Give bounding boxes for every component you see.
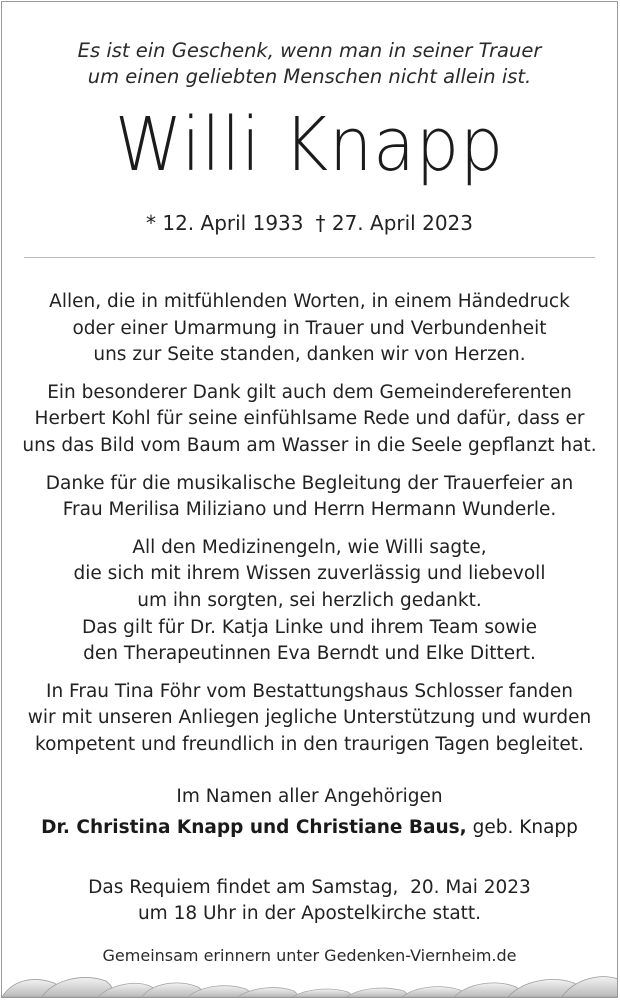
paragraph-thanks-music bbox=[16, 471, 603, 524]
signatory-suffix: geb. Knapp bbox=[472, 817, 578, 838]
text-line: uns das Bild vom Baum am Wasser in die Seele gepflanzt hat. bbox=[22, 434, 597, 456]
text-line: Herbert Kohl für seine einfühlsame Rede und dafür, dass er bbox=[34, 408, 585, 430]
text-line: die sich mit ihrem Wissen zuverlässig und liebevoll bbox=[73, 563, 546, 585]
requiem-notice bbox=[2, 875, 617, 927]
text-line: All den Medizinengeln, wie Willi sagte, bbox=[132, 536, 487, 558]
text-line: Frau Merilisa Miliziano und Herrn Hermann Wunderle. bbox=[62, 499, 557, 521]
birth-date: * 12. April 1933 bbox=[146, 211, 304, 235]
text-line: In Frau Tina Föhr vom Bestattungshaus Schlosser fanden bbox=[45, 680, 573, 702]
text-line: Ein besonderer Dank gilt auch dem Gemeindereferenten bbox=[47, 381, 572, 403]
text-line: oder einer Umarmung in Trauer und Verbundenheit bbox=[72, 317, 547, 339]
text-line: um ihn sorgten, sei herzlich gedankt. bbox=[137, 589, 482, 611]
paragraph-thanks-funeral-home bbox=[16, 679, 603, 759]
paragraph-thanks-all bbox=[16, 289, 603, 369]
text-line: Das gilt für Dr. Katja Linke und ihrem Team sowie bbox=[82, 616, 537, 638]
opening-quote bbox=[2, 38, 617, 90]
text-line: wir mit unseren Anliegen jegliche Unterstützung und wurden bbox=[27, 707, 592, 729]
text-line: Danke für die musikalische Begleitung der Trauerfeier an bbox=[45, 472, 574, 494]
divider-line bbox=[24, 257, 595, 258]
paragraph-thanks-medical bbox=[16, 535, 603, 668]
text-line: uns zur Seite standen, danken wir von Herzen. bbox=[93, 344, 526, 366]
signature-intro: Im Namen aller Angehörigen bbox=[176, 786, 443, 807]
requiem-line-2: um 18 Uhr in der Apostelkirche statt. bbox=[137, 903, 482, 924]
deceased-name: Willi Knapp bbox=[114, 102, 505, 188]
obituary-card bbox=[1, 1, 618, 998]
thanks-text bbox=[16, 289, 603, 770]
life-dates bbox=[2, 210, 617, 236]
text-line: kompetent und freundlich in den traurigen Tagen begleitet. bbox=[35, 733, 584, 755]
rose-petals-decoration bbox=[2, 957, 618, 997]
text-line: Allen, die in mitfühlenden Worten, in einem Händedruck bbox=[49, 291, 570, 312]
quote-line-2: um einen geliebten Menschen nicht allein ist. bbox=[87, 65, 532, 88]
death-date: † 27. April 2023 bbox=[315, 211, 473, 235]
text-line: den Therapeutinnen Eva Berndt und Elke Dittert. bbox=[83, 643, 536, 665]
memorial-website-note: Gemeinsam erinnern unter Gedenken-Viernheim.de bbox=[102, 946, 517, 965]
signature-names bbox=[2, 815, 617, 841]
paragraph-thanks-speaker bbox=[16, 380, 603, 460]
signatory-names: Dr. Christina Knapp und Christiane Baus, bbox=[41, 817, 467, 838]
requiem-line-1: Das Requiem findet am Samstag, 20. Mai 2023 bbox=[88, 877, 531, 898]
quote-line-1: Es ist ein Geschenk, wenn man in seiner Trauer bbox=[77, 39, 542, 62]
